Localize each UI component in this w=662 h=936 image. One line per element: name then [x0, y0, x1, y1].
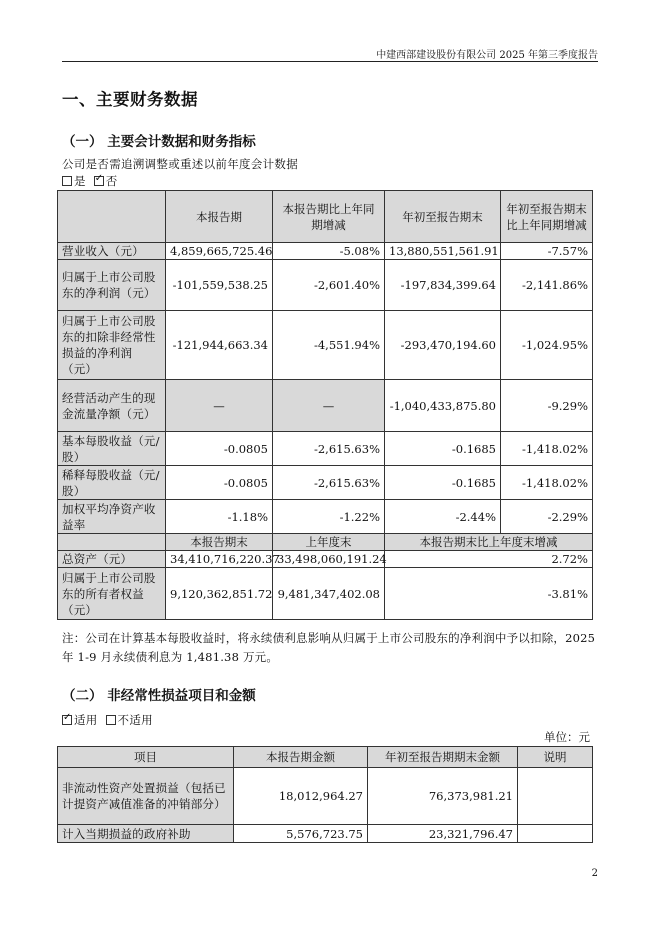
row-label: 经营活动产生的现金流量净额（元）	[58, 380, 166, 432]
cell-value: —	[166, 380, 273, 432]
option-yes-label: 是	[74, 174, 86, 188]
cell-value: -7.57%	[501, 243, 593, 260]
col-header: 年初至报告期期末金额	[368, 747, 518, 768]
cell-value: -0.0805	[166, 466, 273, 500]
table-header-row	[58, 747, 593, 768]
table-row	[58, 466, 593, 500]
cell-value: 2.72%	[385, 551, 593, 568]
cell-value: 5,576,723.75	[234, 825, 368, 843]
row-label: 归属于上市公司股东的所有者权益（元）	[58, 568, 166, 620]
col-header: 本报告期金额	[234, 747, 368, 768]
col-header: 本报告期末	[166, 534, 273, 551]
header-rule	[62, 61, 598, 62]
cell-value: -1.22%	[273, 500, 385, 534]
col-header: 本报告期比上年同期增减	[273, 191, 385, 243]
eps-note: 注：公司在计算基本每股收益时，将永续债利息影响从归属于上市公司股东的净利润中予以扣除，2025 年 1-9 月永续债利息为 1,481.38 万元。	[62, 631, 596, 664]
cell-value: -2.44%	[385, 500, 501, 534]
col-header: 说明	[518, 747, 593, 768]
table-row	[58, 260, 593, 311]
restatement-question: 公司是否需追溯调整或重述以前年度会计数据	[62, 157, 298, 171]
option-applicable-label: 适用	[74, 713, 98, 727]
cell-value: -3.81%	[385, 568, 593, 620]
cell-value: 34,410,716,220.37	[166, 551, 273, 568]
section-title: 一、主要财务数据	[62, 90, 198, 109]
table-row	[58, 243, 593, 260]
row-label: 营业收入（元）	[58, 243, 166, 260]
header-blank-cell	[58, 191, 166, 243]
checkbox-applicable-checked-icon	[62, 715, 72, 725]
cell-value: 33,498,060,191.24	[273, 551, 385, 568]
key-financial-table	[57, 190, 593, 620]
unit-label: 单位：元	[544, 730, 590, 744]
cell-value: -1,024.95%	[501, 311, 593, 380]
cell-value: -2,141.86%	[501, 260, 593, 311]
row-label: 归属于上市公司股东的净利润（元）	[58, 260, 166, 311]
cell-value: 9,481,347,402.08	[273, 568, 385, 620]
table-row	[58, 551, 593, 568]
col-header: 年初至报告期末	[385, 191, 501, 243]
table-row	[58, 311, 593, 380]
cell-value: -2,615.63%	[273, 432, 385, 466]
row-label: 加权平均净资产收益率	[58, 500, 166, 534]
applicability-options	[62, 712, 153, 728]
cell-value: 23,321,796.47	[368, 825, 518, 843]
row-label: 归属于上市公司股东的扣除非经常性损益的净利润（元）	[58, 311, 166, 380]
non-recurring-table	[57, 746, 593, 843]
cell-value: 9,120,362,851.72	[166, 568, 273, 620]
option-no-label: 否	[105, 174, 118, 188]
row-label: 稀释每股收益（元/股）	[58, 466, 166, 500]
table-header-row	[58, 191, 593, 243]
cell-value: -4,551.94%	[273, 311, 385, 380]
table-row	[58, 768, 593, 825]
table-row	[58, 825, 593, 843]
row-label: 总资产（元）	[58, 551, 166, 568]
row-label: 非流动性资产处置损益（包括已计提资产减值准备的冲销部分）	[58, 768, 234, 825]
running-header: 中建西部建设股份有限公司 2025 年第三季度报告	[376, 50, 598, 61]
col-header: 项目	[58, 747, 234, 768]
cell-desc	[518, 825, 593, 843]
cell-value: 13,880,551,561.91	[385, 243, 501, 260]
option-not-applicable-label: 不适用	[117, 713, 153, 727]
cell-value: -0.0805	[166, 432, 273, 466]
col-header: 本报告期末比上年度末增减	[385, 534, 593, 551]
checkbox-no-checked-icon	[94, 176, 104, 186]
col-header: 年初至报告期末比上年同期增减	[501, 191, 593, 243]
cell-value: -1,418.02%	[501, 466, 593, 500]
page-number: 2	[591, 868, 598, 879]
cell-value: -0.1685	[385, 432, 501, 466]
cell-value: -1,040,433,875.80	[385, 380, 501, 432]
cell-desc	[518, 768, 593, 825]
cell-value: -9.29%	[501, 380, 593, 432]
cell-value: -2.29%	[501, 500, 593, 534]
cell-value: -101,559,538.25	[166, 260, 273, 311]
cell-value: -197,834,399.64	[385, 260, 501, 311]
cell-value: -121,944,663.34	[166, 311, 273, 380]
subsection-title-key-data: （一） 主要会计数据和财务指标	[62, 134, 256, 150]
cell-value: -0.1685	[385, 466, 501, 500]
checkbox-not-applicable-icon	[106, 715, 116, 725]
cell-value: -1,418.02%	[501, 432, 593, 466]
cell-value: -2,601.40%	[273, 260, 385, 311]
cell-value: —	[273, 380, 385, 432]
table-header-row-2	[58, 534, 593, 551]
restatement-options	[62, 173, 118, 189]
cell-value: -293,470,194.60	[385, 311, 501, 380]
cell-value: -1.18%	[166, 500, 273, 534]
header-blank-cell	[58, 534, 166, 551]
subsection-title-non-recurring: （二） 非经常性损益项目和金额	[62, 688, 256, 704]
row-label: 基本每股收益（元/股）	[58, 432, 166, 466]
col-header: 上年度末	[273, 534, 385, 551]
cell-value: -2,615.63%	[273, 466, 385, 500]
row-label: 计入当期损益的政府补助	[58, 825, 234, 843]
cell-value: 76,373,981.21	[368, 768, 518, 825]
table-row	[58, 380, 593, 432]
table-row	[58, 432, 593, 466]
checkbox-yes-icon	[62, 176, 72, 186]
table-row	[58, 568, 593, 620]
col-header: 本报告期	[166, 191, 273, 243]
cell-value: 4,859,665,725.46	[166, 243, 273, 260]
cell-value: -5.08%	[273, 243, 385, 260]
table-row	[58, 500, 593, 534]
cell-value: 18,012,964.27	[234, 768, 368, 825]
